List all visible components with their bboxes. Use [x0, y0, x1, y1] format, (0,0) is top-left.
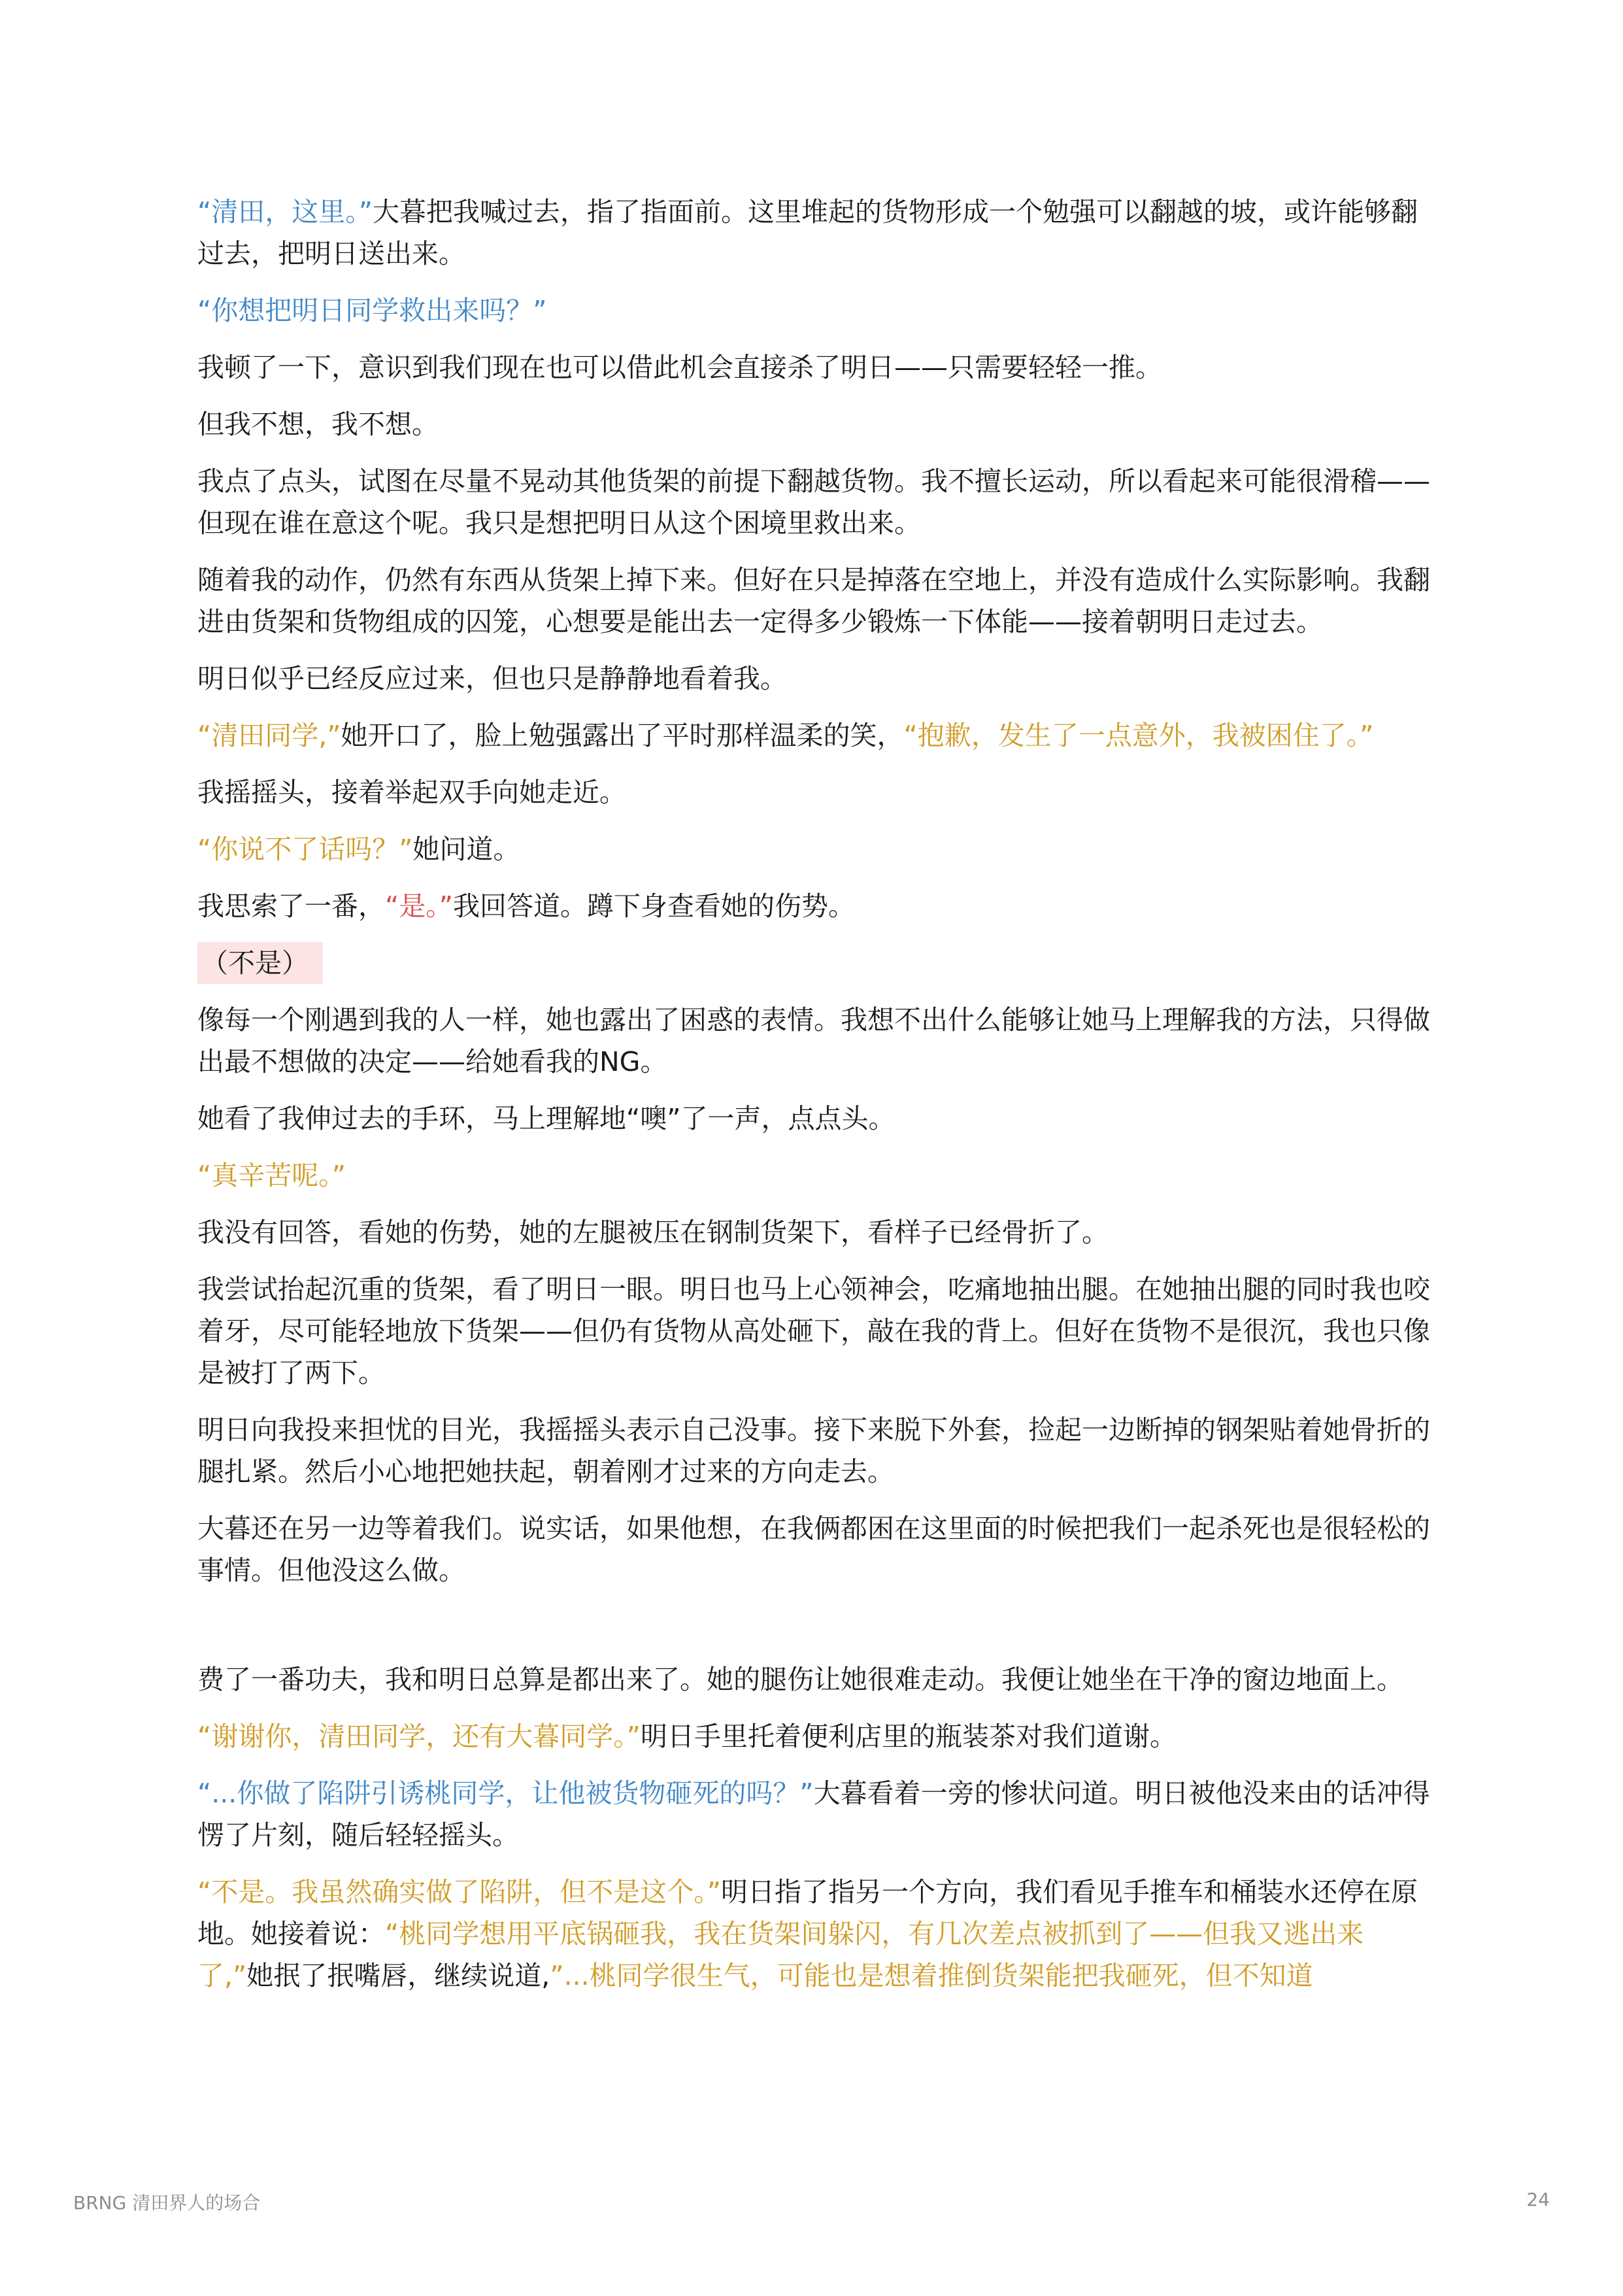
body-text: [197, 191, 1439, 2012]
narration-text: 我摇摇头，接着举起双手向她走近。: [197, 777, 626, 808]
narration-text: 我顿了一下，意识到我们现在也可以借此机会直接杀了明日——只需要轻轻一推。: [197, 352, 1162, 383]
paragraph: [197, 1409, 1439, 1493]
narration-text: 随着我的动作，仍然有东西从货架上掉下来。但好在只是掉落在空地上，并没有造成什么实际影响。我翻进由货架和货物组成的囚笼，心想要是能出去一定得多少锻炼一下体能——接着朝明日走过去。: [197, 564, 1430, 637]
dialogue-text: “你说不了话吗？”: [197, 834, 413, 865]
footer-title: BRNG 清田界人的场合: [73, 2192, 261, 2214]
page-number: 24: [1526, 2189, 1550, 2210]
narration-text: 她抿了抿嘴唇，继续说道,: [246, 1960, 550, 1991]
highlighted-aside: [197, 942, 323, 984]
dialogue-text: “桃同学想用平底锅砸我，我在货架间躲闪，有几次差点被抓到了——但我又逃出来了,”: [197, 1918, 1364, 1991]
paragraph: [197, 460, 1439, 544]
dialogue-text: “...你做了陷阱引诱桃同学，让他被货物砸死的吗？”: [197, 1778, 814, 1809]
narration-text: 像每一个刚遇到我的人一样，她也露出了困惑的表情。我想不出什么能够让她马上理解我的方法，只得做出最不想做的决定——给她看我的NG。: [197, 1004, 1430, 1077]
narration-text: 她问道。: [412, 834, 520, 865]
paragraph: [197, 191, 1439, 275]
paragraph: [197, 1659, 1439, 1700]
dialogue-text: “清田，这里。”: [197, 196, 373, 228]
narration-text: 明日向我投来担忧的目光，我摇摇头表示自己没事。接下来脱下外套，捡起一边断掉的钢架贴着她骨折的腿扎紧。然后小心地把她扶起，朝着刚才过来的方向走去。: [197, 1414, 1430, 1487]
paragraph: [197, 1772, 1439, 1856]
paragraph: [197, 658, 1439, 700]
paragraph: [197, 885, 1439, 927]
dialogue-text: ”...桃同学很生气，可能也是想着推倒货架能把我砸死，但不知道: [550, 1960, 1313, 1991]
narration-text: 明日似乎已经反应过来，但也只是静静地看着我。: [197, 663, 787, 694]
paragraph: [197, 559, 1439, 643]
dialogue-text: “谢谢你，清田同学，还有大暮同学。”: [197, 1721, 641, 1752]
paragraph: [197, 1211, 1439, 1253]
paragraph: [197, 1508, 1439, 1591]
paragraph: [197, 942, 1439, 984]
narration-text: 她看了我伸过去的手环，马上理解地“噢”了一声，点点头。: [197, 1103, 895, 1134]
paragraph: [197, 290, 1439, 331]
paragraph: [197, 1098, 1439, 1140]
paragraph: [197, 1155, 1439, 1196]
paragraph: [197, 828, 1439, 870]
paragraph: [197, 403, 1439, 445]
narration-text: （不是）: [201, 947, 309, 979]
narration-text: 大暮看着一旁的惨状问道。明日被他没来由的话冲得愣了片刻，随后轻轻摇头。: [197, 1778, 1430, 1851]
paragraph: [197, 999, 1439, 1083]
section-gap: [197, 1606, 1439, 1659]
dialogue-text: “是。”: [385, 890, 453, 922]
dialogue-text: “你想把明日同学救出来吗？”: [197, 295, 547, 326]
narration-text: 她开口了，脸上勉强露出了平时那样温柔的笑，: [341, 720, 904, 751]
narration-text: 我回答道。蹲下身查看她的伤势。: [452, 890, 855, 922]
paragraph: [197, 715, 1439, 756]
narration-text: 费了一番功夫，我和明日总算是都出来了。她的腿伤让她很难走动。我便让她坐在干净的窗边地面上。: [197, 1664, 1403, 1695]
dialogue-text: “真辛苦呢。”: [197, 1160, 346, 1191]
narration-text: 大暮把我喊过去，指了指面前。这里堆起的货物形成一个勉强可以翻越的坡，或许能够翻过去，把明日送出来。: [197, 196, 1418, 269]
dialogue-text: “抱歉，发生了一点意外，我被困住了。”: [903, 720, 1374, 751]
paragraph: [197, 346, 1439, 388]
narration-text: 明日指了指另一个方向，我们看见手推车和桶装水还停在原地。她接着说：: [197, 1876, 1418, 1950]
paragraph: [197, 1268, 1439, 1394]
paragraph: [197, 1715, 1439, 1757]
paragraph: [197, 1871, 1439, 1997]
paragraph: [197, 771, 1439, 813]
narration-text: 大暮还在另一边等着我们。说实话，如果他想，在我俩都困在这里面的时候把我们一起杀死也是很轻松的事情。但他没这么做。: [197, 1513, 1430, 1586]
narration-text: 我点了点头，试图在尽量不晃动其他货架的前提下翻越货物。我不擅长运动，所以看起来可能很滑稽——但现在谁在意这个呢。我只是想把明日从这个困境里救出来。: [197, 465, 1430, 539]
dialogue-text: “清田同学,”: [197, 720, 341, 751]
dialogue-text: “不是。我虽然确实做了陷阱，但不是这个。”: [197, 1876, 721, 1908]
narration-text: 我思索了一番，: [197, 890, 385, 922]
narration-text: 但我不想，我不想。: [197, 409, 439, 440]
narration-text: 我没有回答，看她的伤势，她的左腿被压在钢制货架下，看样子已经骨折了。: [197, 1217, 1109, 1248]
narration-text: 我尝试抬起沉重的货架，看了明日一眼。明日也马上心领神会，吃痛地抽出腿。在她抽出腿的同时我也咬着牙，尽可能轻地放下货架——但仍有货物从高处砸下，敲在我的背上。但好在货物不是很沉，我也只像是被打了两下。: [197, 1274, 1430, 1389]
narration-text: 明日手里托着便利店里的瓶装茶对我们道谢。: [640, 1721, 1177, 1752]
